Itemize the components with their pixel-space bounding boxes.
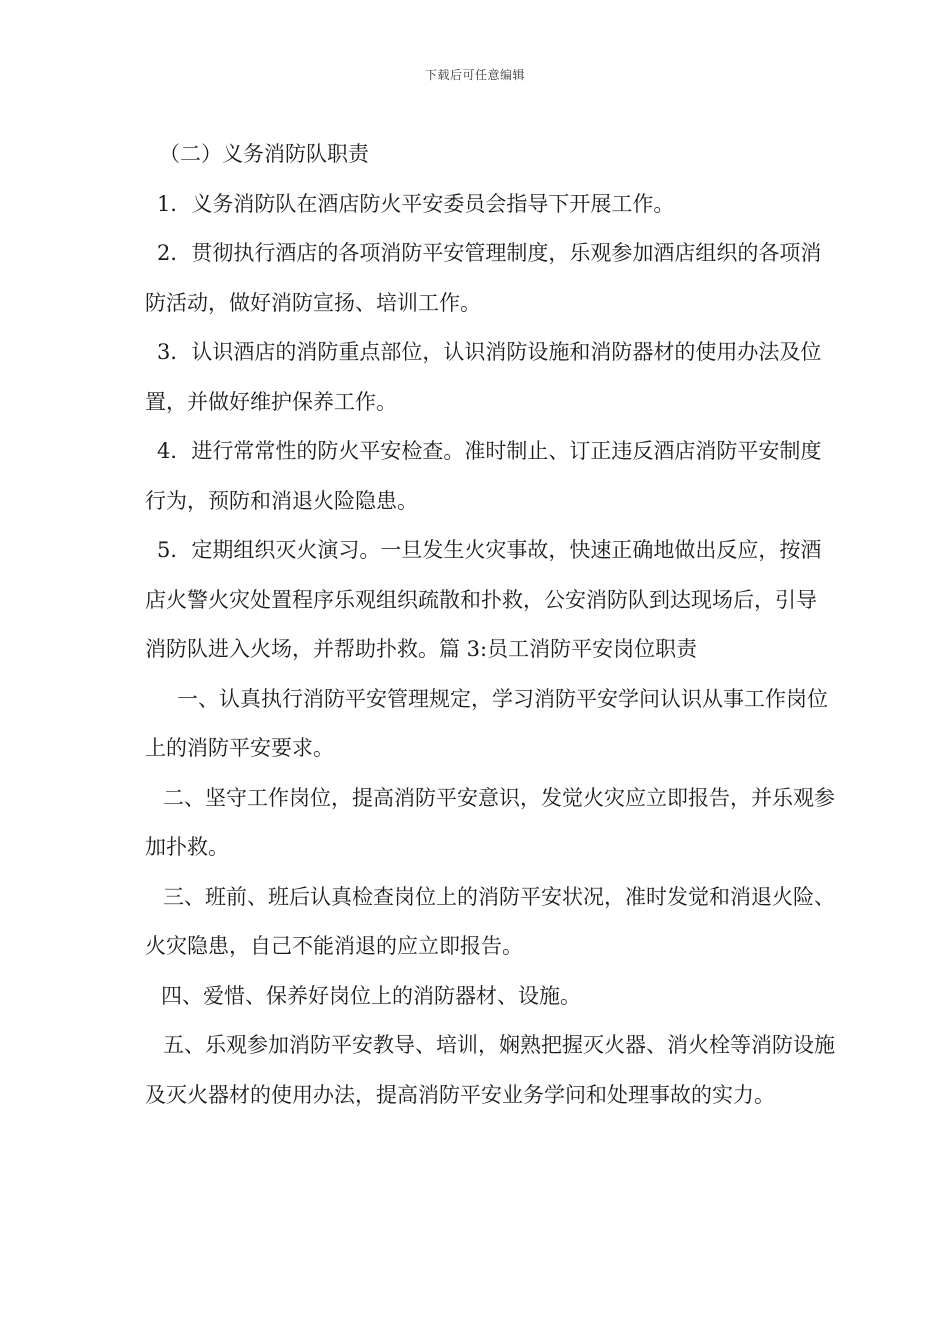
paragraph-9: 四、爱惜、保养好岗位上的消防器材、设施。 [161,983,581,1008]
paragraph-1: 1．义务消防队在酒店防火平安委员会指导下开展工作。 [157,191,675,216]
paragraph-7: 二、坚守工作岗位，提高消防平安意识，发觉火灾应立即报告，并乐观参加扑救。 [145,785,835,859]
paragraph-5: 5．定期组织灭火演习。一旦发生火灾事故，快速正确地做出反应，按酒店火警火灾处置程序乐观组织疏散和扑救，公安消防队到达现场后，引导消防队进入火场，并帮助扑救。篇 3:员工消防平安岗位职责 [145,538,822,661]
section-heading: （二）义务消防队职责 [159,142,369,166]
paragraph-6: 一、认真执行消防平安管理规定，学习消防平安学问认识从事工作岗位上的消防平安要求。 [145,686,828,760]
paragraph-3: 3．认识酒店的消防重点部位，认识消防设施和消防器材的使用办法及位置，并做好维护保养工作。 [145,340,822,414]
paragraph-4: 4．进行常常性的防火平安检查。准时制止、订正违反酒店消防平安制度行为，预防和消退火险隐患。 [145,439,822,513]
paragraph-2: 2．贯彻执行酒店的各项消防平安管理制度，乐观参加酒店组织的各项消防活动，做好消防宣扬、培训工作。 [145,241,822,315]
paragraph-10: 五、乐观参加消防平安教导、培训，娴熟把握灭火器、消火栓等消防设施及灭火器材的使用办法，提高消防平安业务学问和处理事故的实力。 [145,1033,835,1107]
document-body [145,130,835,1120]
paragraph-8: 三、班前、班后认真检查岗位上的消防平安状况，准时发觉和消退火险、火灾隐患，自己不能消退的应立即报告。 [145,884,835,958]
page-header: 下载后可任意编辑 [424,68,525,82]
